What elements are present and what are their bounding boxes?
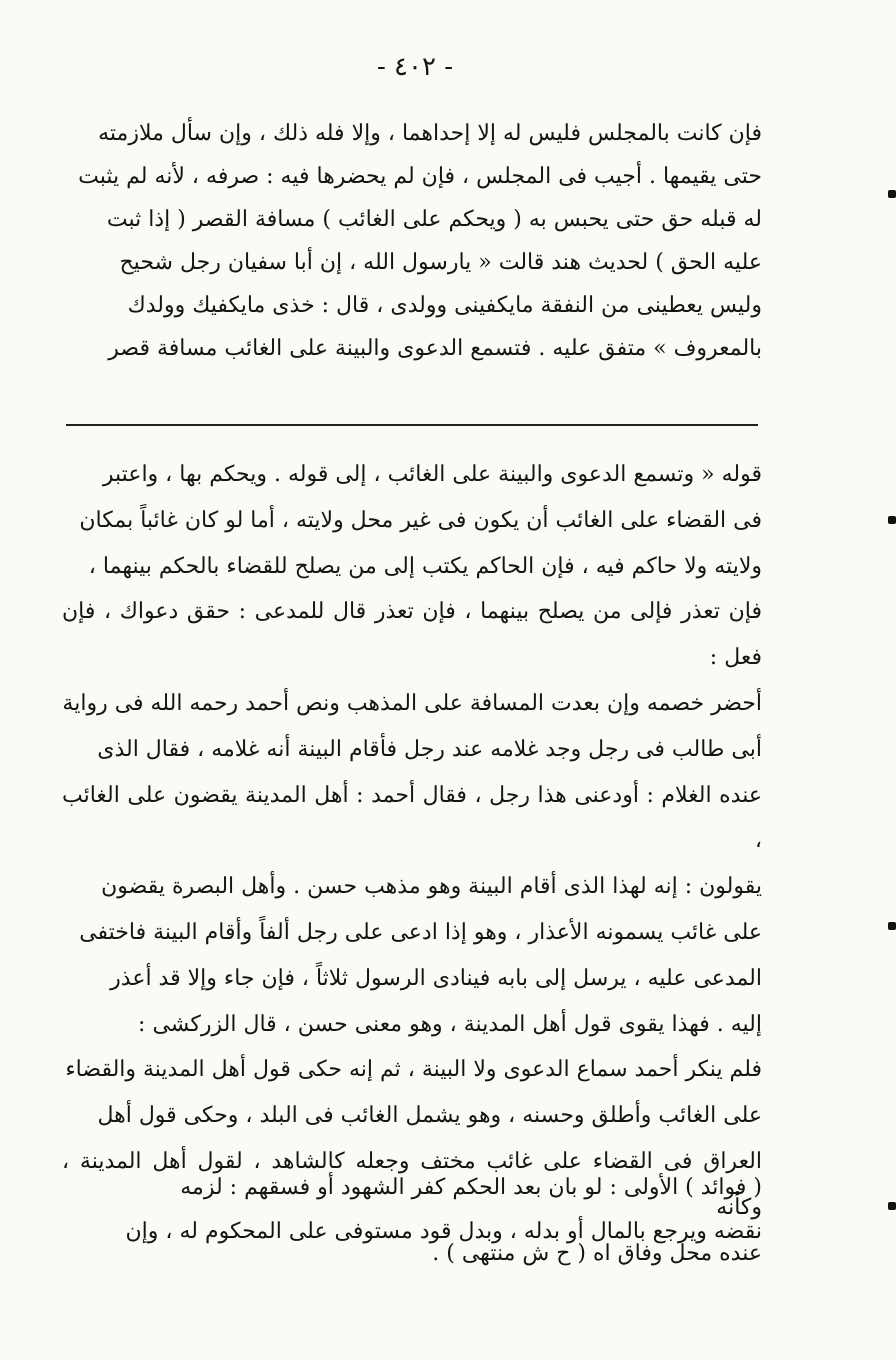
main-text-line: حتى يقيمها . أجيب فى المجلس ، فإن لم يحضرها فيه : صرفه ، لأنه لم يثبت (78, 164, 762, 189)
margin-mark (888, 190, 896, 198)
commentary-line: فى القضاء على الغائب أن يكون فى غير محل ولايته ، أما لو كان غائباً بمكان (79, 507, 762, 533)
commentary-line: قوله « وتسمع الدعوى والبينة على الغائب ، إلى قوله . ويحكم بها ، واعتبر (102, 462, 762, 487)
commentary-line: العراق فى القضاء على غائب مختف وجعله كالشاهد ، لقول أهل المدينة ، وكأنه (62, 1148, 762, 1220)
main-text-line: عليه الحق ) لحديث هند قالت « يارسول الله ، إن أبا سفيان رجل شحيح (119, 250, 762, 275)
benefits-text (62, 1166, 762, 1254)
commentary-line: إليه . فهذا يقوى قول أهل المدينة ، وهو معنى حسن ، قال الزركشى : (138, 1011, 762, 1037)
commentary-line: فلم ينكر أحمد سماع الدعوى ولا البينة ، ثم إنه حكى قول أهل المدينة والقضاء (65, 1057, 762, 1083)
main-text (62, 112, 762, 370)
main-text-line: فإن كانت بالمجلس فليس له إلا إحداهما ، وإلا فله ذلك ، وإن سأل ملازمته (98, 121, 762, 146)
main-text-line: بالمعروف » متفق عليه . فتسمع الدعوى والبينة على الغائب مسافة قصر (108, 336, 762, 361)
commentary-line: أبى طالب فى رجل وجد غلامه عند رجل فأقام البينة أنه غلامه ، فقال الذى (97, 736, 762, 762)
commentary-line: يقولون : إنه لهذا الذى أقام البينة وهو مذهب حسن . وأهل البصرة يقضون (101, 874, 762, 900)
commentary-line: على الغائب وأطلق وحسنه ، وهو يشمل الغائب فى البلد ، وحكى قول أهل (97, 1103, 762, 1129)
commentary-line: ولايته ولا حاكم فيه ، فإن الحاكم يكتب إلى من يصلح للقضاء بالحكم بينهما ، (88, 553, 762, 579)
commentary-line: المدعى عليه ، يرسل إلى بابه فينادى الرسول ثلاثاً ، فإن جاء وإلا قد أعذر (110, 965, 762, 991)
benefits-line: نقضه ويرجع بالمال أو بدله ، وبدل قود مستوفى على المحكوم له ، وإن (125, 1219, 762, 1244)
main-text-line: وليس يعطينى من النفقة مايكفينى وولدى ، قال : خذى مايكفيك وولدك (127, 293, 762, 318)
commentary-text (62, 452, 762, 1276)
margin-mark (888, 922, 896, 930)
commentary-line: على غائب يسمونه الأعذار ، وهو إذا ادعى على رجل ألفاً وأقام البينة فاختفى (79, 919, 762, 945)
section-divider (66, 424, 758, 426)
main-text-line: له قبله حق حتى يحبس به ( ويحكم على الغائب ) مسافة القصر ( إذا ثبت (106, 207, 762, 232)
margin-mark (888, 1202, 896, 1210)
commentary-line: فإن تعذر فإلى من يصلح بينهما ، فإن تعذر قال للمدعى : حقق دعواك ، فإن فعل : (62, 599, 762, 671)
benefits-line: ( فوائد ) الأولى : لو بان بعد الحكم كفر الشهود أو فسقهم : لزمه (180, 1175, 762, 1200)
commentary-line: عنده الغلام : أودعنى هذا رجل ، فقال أحمد : أهل المدينة يقضون على الغائب ، (62, 782, 762, 854)
page-number: - ٤٠٢ - (376, 52, 454, 82)
commentary-line: عنده محل وفاق اه ( ح ش منتهى ) . (432, 1240, 762, 1266)
margin-mark (888, 516, 896, 524)
commentary-line: أحضر خصمه وإن بعدت المسافة على المذهب ونص أحمد رحمه الله فى رواية (62, 690, 762, 716)
